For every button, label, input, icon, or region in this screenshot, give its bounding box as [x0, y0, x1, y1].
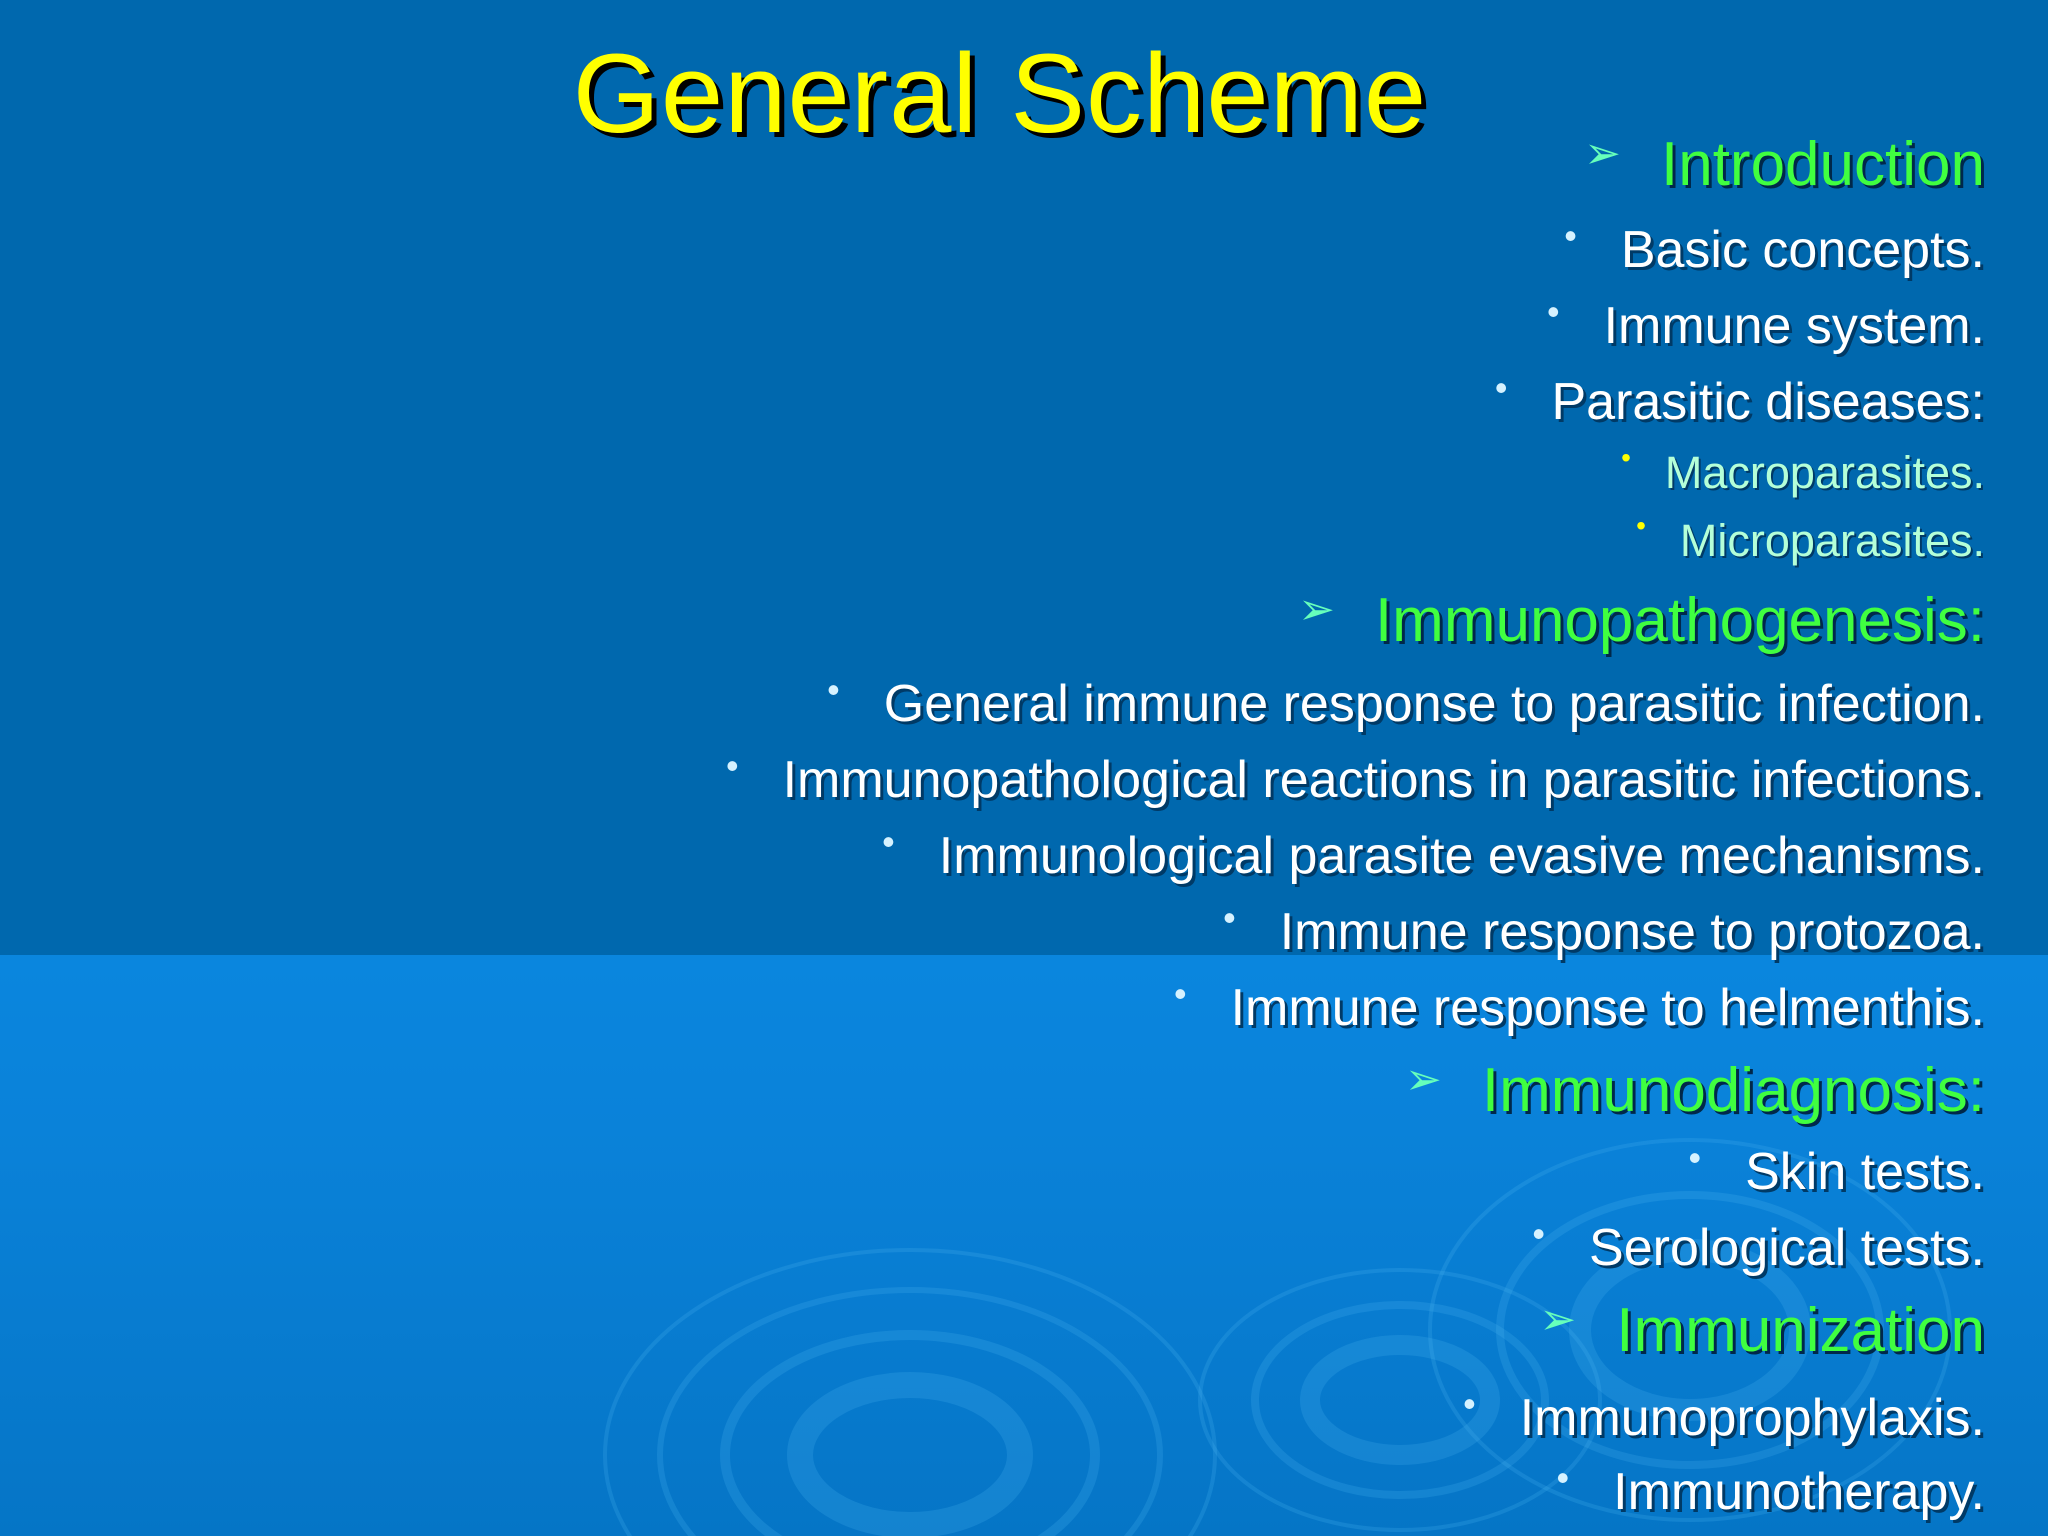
bullet-icon: • — [1546, 291, 1560, 332]
outline-item — [1223, 897, 1985, 961]
outline-subitem-text: Macroparasites. — [1664, 447, 1985, 498]
outline-item — [1532, 1213, 1985, 1277]
outline-item-text: General immune response to parasitic infection. — [883, 675, 1985, 733]
outline-heading-text: Immunopathogenesis: — [1374, 586, 1985, 655]
outline-item-text: Serological tests. — [1589, 1219, 1985, 1277]
sub-bullet-icon: • — [1636, 510, 1646, 541]
outline-item — [827, 669, 1985, 733]
arrow-bullet-icon: ➢ — [1539, 1295, 1577, 1344]
slide-title: General Scheme — [572, 31, 1428, 156]
outline-heading — [1298, 585, 1985, 655]
outline-heading-text: Immunization — [1616, 1296, 1985, 1365]
outline-item — [1174, 973, 1985, 1037]
bullet-icon: • — [882, 821, 895, 862]
bullet-icon: • — [1494, 367, 1508, 408]
bullet-icon: • — [725, 745, 739, 786]
bullet-icon: • — [1532, 1213, 1546, 1254]
outline-item — [1546, 291, 1985, 355]
outline-item — [725, 745, 1985, 809]
bullet-icon: • — [1688, 1137, 1702, 1178]
outline-heading — [1404, 1055, 1985, 1125]
outline-subitem-text: Microparasites. — [1679, 515, 1985, 566]
outline-item — [882, 821, 1985, 885]
outline-item — [1688, 1137, 1985, 1201]
outline-item-text: Immunotherapy. — [1613, 1463, 1985, 1521]
outline-item-text: Immune response to protozoa. — [1279, 903, 1985, 961]
outline-item-text: Basic concepts. — [1620, 221, 1985, 279]
outline-list — [285, 0, 1985, 1536]
bullet-icon: • — [1223, 897, 1236, 938]
bullet-icon: • — [1463, 1383, 1476, 1424]
outline-item-text: Parasitic diseases: — [1551, 373, 1985, 431]
sub-bullet-icon: • — [1621, 442, 1631, 473]
arrow-bullet-icon: ➢ — [1404, 1055, 1442, 1104]
outline-item-text: Skin tests. — [1745, 1143, 1985, 1201]
outline-item — [1564, 215, 1985, 279]
outline-item-text: Immune system. — [1603, 297, 1985, 355]
outline-subitem — [1636, 510, 1985, 566]
outline-item-text: Immunoprophylaxis. — [1519, 1389, 1985, 1447]
arrow-bullet-icon: ➢ — [1584, 129, 1621, 178]
outline-item-text: Immunological parasite evasive mechanisms. — [938, 827, 1985, 885]
outline-heading — [1584, 129, 1985, 199]
arrow-bullet-icon: ➢ — [1298, 585, 1335, 634]
outline-heading-text: Introduction — [1661, 130, 1985, 199]
outline-item — [1494, 367, 1985, 431]
outline-item — [1556, 1457, 1985, 1521]
bullet-icon: • — [827, 669, 840, 710]
outline-heading-text: Immunodiagnosis: — [1481, 1056, 1985, 1125]
outline-item-text: Immune response to helmenthis. — [1230, 979, 1985, 1037]
bullet-icon: • — [1556, 1457, 1570, 1498]
bullet-icon: • — [1564, 215, 1577, 256]
outline-subitem — [1621, 442, 1985, 498]
outline-item — [1463, 1383, 1985, 1447]
bullet-icon: • — [1174, 973, 1187, 1014]
outline-heading — [1539, 1295, 1985, 1365]
outline-item-text: Immunopathological reactions in parasitic infections. — [782, 751, 1985, 809]
